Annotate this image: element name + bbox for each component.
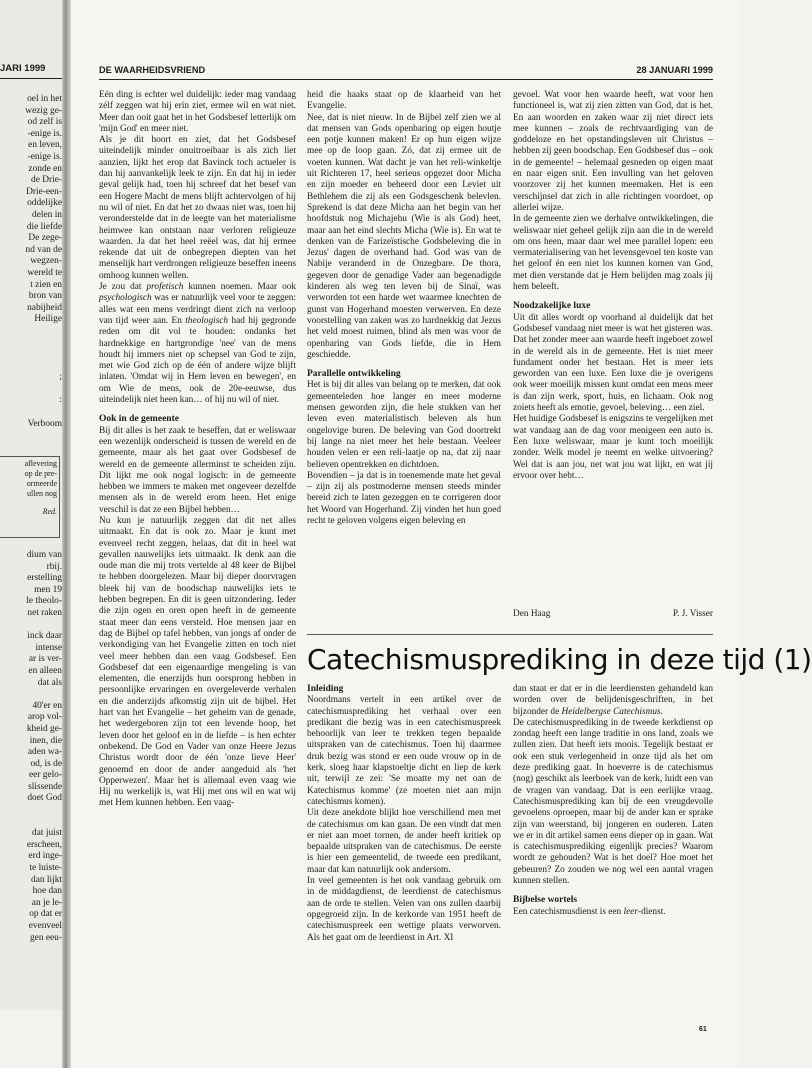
column-1 xyxy=(99,90,296,810)
prev-page-line: oddelijke xyxy=(27,198,62,209)
article2-column-1 xyxy=(307,684,501,944)
prev-page-line xyxy=(0,817,62,829)
prev-page-line: en leven, xyxy=(28,140,62,151)
prev-page-line: aflevering xyxy=(24,459,57,468)
article2-column-2 xyxy=(513,684,713,918)
prev-page-line: Drie-een- xyxy=(26,186,62,197)
prev-page-line: op dat er xyxy=(29,909,62,920)
paragraph: In de gemeente zien we derhalve ontwikkelingen, die weliswaar niet geheel gelijk zijn aan die in de wereld om ons heen, maar daar wel mee parallel lopen: een vermaterialisering van het levensgevoel ten koste van het geloof én een niet los kunnen komen van God, met dien verstande dat je Hem belijden mag zoals jij hem beleeft. xyxy=(513,214,713,293)
prev-page-line: en alleen xyxy=(28,665,62,676)
paragraph: Een catechismusdienst is een leer-dienst. xyxy=(513,906,666,917)
place-signature: Den Haag xyxy=(513,609,551,619)
prev-page-line: zonde en xyxy=(28,163,62,174)
previous-page xyxy=(0,0,64,1010)
paragraph: Als je dit hoort en ziet, dat het Godsbesef uiteindelijk minder onuitroeibaar is als zich liet aanzien, lijkt het erop dat Bavinck toch actueler is dan hij aanvankelijk leek te zijn. En dat hij in ieder geval gelijk had, toen hij schreef dat het besef van een Hogere Macht de mens blijft achtervolgen of hij nu wil of niet. En dat het zo dwaas niet was, toen hij veronderstelde dat in de leegte van het materialisme heimwee kan ontstaan naar verloren religieuze waarden. Ja dat het heel reëel was, dat hij ermee rekende dat uit de onbegrepen diepten van het menselijk hart verdrongen religieuze beseffen ineens omhoog kunnen wellen. xyxy=(99,135,296,281)
prev-page-line: ; xyxy=(59,372,62,383)
prev-page-line: dat juist xyxy=(32,828,62,839)
subheading: Parallelle ontwikkeling xyxy=(307,369,401,380)
paragraph: Eén ding is echter wel duidelijk: ieder mag vandaag zélf zeggen wat hij erin ziet, ermee wil en wat niet. Meer dan ooit gaat het in het Godsbesef letterlijk om 'mijn God' en meer niet. xyxy=(99,90,296,134)
prev-page-line: aden wa- xyxy=(27,747,62,758)
paragraph: heid die haaks staat op de klaarheid van het Evangelie. xyxy=(307,90,501,112)
paragraph: Bij dit alles is het zaak te beseffen, dat er weliswaar een wezenlijk onderscheid is tussen de wereld en de gemeente, maar als het gaat over Godsbesef de wereld en de gemeente allerminst te scheiden zijn. Dit lijkt me ook nogal logisch: in de gemeente hebben we immers te maken met ongeveer dezelfde mensen als in de wereld erom heen. Het enige verschil is dat ze een Bijbel hebben… xyxy=(99,425,296,515)
prev-page-line: bron van xyxy=(28,291,62,302)
prev-page-editor-box xyxy=(0,456,60,538)
paragraph: Uit deze anekdote blijkt hoe verschillend men met de catechismus om kan gaan. De een vindt dat men er niet aan moet tornen, de ander heeft kritiek op bepaalde uitspraken van de catechismus. De eerste is hier een gemeentelid, de tweede een predikant, maar dat kan natuurlijk ook andersom. xyxy=(307,808,501,875)
prev-page-text-bottom xyxy=(0,550,62,944)
paragraph: Uit dit alles wordt op voorhand al duidelijk dat het Godsbesef vandaag niet meer is wat het gisteren was. Dat het zonder meer aan waarde heeft ingeboet zowel in de wereld als in de gemeente. Het is niet meer fundament onder het bestaan. Het is meer iets geworden van een luxe. Een luxe die je overigens ook weer moeilijk missen kunt omdat een mens meer is dan zijn werk, sport, huis, en lichaam. Ook nog zoiets heeft als emotie, gevoel, beleving… een ziel. xyxy=(513,312,713,414)
editor-credit: Red. xyxy=(42,507,57,516)
article-title: Catechismusprediking in deze tijd (1) xyxy=(307,643,812,676)
prev-page-line: dat als xyxy=(37,677,62,688)
prev-page-line: od zelf is xyxy=(27,117,62,128)
prev-page-line: 40'er en xyxy=(32,700,62,711)
prev-page-line: -enige is. xyxy=(27,128,62,139)
prev-page-line xyxy=(0,349,62,361)
page-number: 61 xyxy=(699,1026,707,1033)
column-2 xyxy=(307,90,501,527)
author-signature: P. J. Visser xyxy=(672,609,713,619)
column-3 xyxy=(513,90,713,482)
prev-page-line: doet God xyxy=(27,793,62,804)
page-gutter xyxy=(62,0,71,1068)
prev-page-line: erd inge- xyxy=(28,851,62,862)
header-rule xyxy=(99,79,713,80)
prev-page-line: intense xyxy=(35,642,62,653)
prev-page-line: De zege- xyxy=(28,233,62,244)
issue-date: 28 JANUARI 1999 xyxy=(636,65,713,75)
prev-page-line: od, is de xyxy=(30,758,62,769)
paragraph: gevoel. Wat voor hen waarde heeft, wat voor hen functioneel is, wat zij zien zitten van God, dat is het. En aan woorden en zaken waar zij niet direct iets mee kunnen – zoals de rechtvaardiging van de goddeloze en het opstandingsleven uit Christus – hebben zij geen boodschap. Een Godsbesef dus – ook in de gemeente! – helemaal gesneden op eigen maat en naar eigen snit. Een invulling van het geloven voorzover zij het kunnen meemaken. Het is een verschijnsel dat zich in alle richtingen voordoet, op allerlei wijze. xyxy=(513,90,713,213)
prev-page-line xyxy=(0,337,62,349)
prev-page-line: eer gelo- xyxy=(28,770,62,781)
running-header xyxy=(99,65,713,75)
paragraph: dan staat er dat er in die leerdiensten gehandeld kan worden over de belijdenisgeschriften, in het bijzonder de Heidelbergse Catechismus. xyxy=(513,684,713,717)
prev-page-line: ullen nog xyxy=(27,489,57,498)
prev-page-line: wezig ge- xyxy=(25,105,62,116)
paragraph: Je zou dat profetisch kunnen noemen. Maar ook psychologisch was er natuurlijk veel voor te zeggen: alles wat een mens verdringt dient zich na verloop van tijd weer aan. En theologisch had hij gegronde reden om dit vol te houden: ondanks het hardnekkige en hartgrondige 'nee' van de mens houdt hij immers niet op schepsel van God te zijn, met wie God zich op de één of andere wijze blijft inlaten. 'Omdat wij in Hem leven en bewegen', en om Wie de mens, ook de 20e-eeuwse, dus uiteindelijk niet heen kan… of hij nu wil of niet. xyxy=(99,282,297,406)
prev-page-line: net raken xyxy=(27,607,62,618)
prev-page-line: rbij. xyxy=(46,561,62,572)
prev-page-line: nd van de xyxy=(25,244,62,255)
paragraph: Bovendien – ja dat is in toenemende mate het geval – zijn zij als postmoderne mensen steeds minder bereid zich te laten gezeggen en te corrigeren door het Woord van Hogerhand. Zij vinden het hun goed recht te geloven volgens eigen beleving en xyxy=(307,470,501,526)
prev-page-line xyxy=(0,689,62,701)
prev-page-line: dium van xyxy=(26,550,62,560)
prev-page-line xyxy=(0,326,62,338)
prev-page-line xyxy=(0,620,62,632)
prev-page-line: inen, die xyxy=(29,735,62,746)
prev-page-line: nabijheid xyxy=(27,302,62,313)
prev-page-line: dan lijkt xyxy=(31,874,62,885)
prev-page-line: -enige is. xyxy=(27,151,62,162)
prev-page-line: an je le- xyxy=(31,897,62,908)
prev-page-line: te luiste- xyxy=(29,863,62,874)
prev-page-line: wereld te xyxy=(27,267,62,278)
prev-page-line: Heilige xyxy=(34,314,62,325)
prev-page-text-top xyxy=(0,94,62,430)
prev-page-line: Verboom xyxy=(27,418,62,429)
prev-page-header: JARI 1999 xyxy=(0,63,46,74)
prev-page-line xyxy=(0,384,62,396)
paragraph: Het huidige Godsbesef is enigszins te vergelijken met wat vandaag aan de dag voor menigeen een auto is. Een luxe weliswaar, maar je kunt toch moeilijk zonder. Welk model je neemt en welke uitvoering? Wel dat is aan jou, net wat jou wat lijkt, en wat jij ervoor over hebt… xyxy=(513,414,713,481)
paragraph: De catechismusprediking in de tweede kerkdienst op zondag heeft een lange traditie in ons land, zoals we zullen zien. Dat heeft iets moois. Tegelijk bestaat er ook een stuk verlegenheid in onze tijd als het om deze prediking gaat. In hoeverre is de catechismus (nog) geschikt als leerboek van de kerk, luidt een van de vragen van vandaag. Dat is een eerlijke vraag. Catechismusprediking kan bij de een vreugdevolle gevoelens oproepen, maar bij de ander kan er sprake zijn van weerstand, bij jongeren en ouderen. Laten we er in dit artikel samen eens dieper op in gaan. Wat is catechismusprediking eigenlijk precies? Waarom wordt ze gehouden? Wat is het doel? Hoe moet het gebeuren? Zo zouden we nog wel een aantal vragen kunnen stellen. xyxy=(513,717,713,887)
subheading: Ook in de gemeente xyxy=(99,414,179,425)
paragraph: In veel gemeenten is het ook vandaag gebruik om in de middagdienst, de leerdienst de catechismus aan de orde te stellen. Velen van ons zullen daarbij opgegroeid zijn. In de kerkorde van 1951 heeft de catechismuspreek een wettige plaats verworven. Als het gaat om de leerdienst in Art. XI xyxy=(307,876,501,943)
prev-page-line: : xyxy=(59,395,62,406)
paragraph: Nu kun je natuurlijk zeggen dat dit net alles uitmaakt. En dat is ook zo. Maar je kunt met evenveel recht zeggen, helaas, dat dit in heel wat gevallen nauwelijks iets uitmaakt. Ik denk aan die oude man die mij trots vertelde al 48 keer de Bijbel te hebben doorgelezen. Maar bij dieper doorvragen bleek hij van de boodschap nauwelijks iets te hebben begrepen. En dit is geen uitzondering. Ieder die zijn ogen en oren open heeft in de gemeente staat meer dan eens versteld. Hoe mensen jaar en dag de Bijbel op tafel hebben, van jongs af onder de verkondiging van het Evangelie zitten en toch niet veel meer hebben dan een vaag Godsbesef. Een Godsbesef dat een eigenaardige mengeling is van elementen, die enerzijds hun oorsprong hebben in persoonlijke ervaringen en overgeleverde verhalen en die anderzijds afkomstig zijn uit de bijbel. Het hart van het Evangelie – het geheim van de genade, het wedergeboren zijn tot een levende hoop, het leven door het geloof en in de liefde – is hen echter onbekend. De God en Vader van onze Heere Jezus Christus wordt door de één 'onze lieve Heer' genoemd en door de ander aangeduid als 'het Opperwezen'. Maar het is allemaal even vaag wie Hij nu werkelijk is, wat Hij met ons wil en wat wij met Hem kunnen hebben. Een vaag- xyxy=(99,515,296,809)
prev-page-line xyxy=(0,407,62,419)
prev-page-line: erstelling xyxy=(27,573,62,584)
prev-page-line: le theolo- xyxy=(26,596,62,607)
magazine-page xyxy=(71,0,812,1068)
paragraph: Nee, dat is niet nieuw. In de Bijbel zelf zien we al dat mensen van Gods openbaring op eigen houtje een potje kunnen maken! Er op hun eigen wijze mee op de loop gaan. Zó, dat zij ermee uit de voeten kunnen. Wat dacht je van het reli-winkeltje uit Richteren 17, heel serieus opgezet door Micha en zijn moeder en beheerd door een Leviet uit Bethlehem die zij als een Godsgeschenk belevlen. Sprekend is dat deze Micha aan het begin van het hoofdstuk nog Michajehu (Wie is als God) heet, maar aan het eind slechts Micha (Wie is). En wat te denken van de Farizeïstische Godsbeleving die in Jezus' dagen de overhand had. God was van de Nabije veranderd in de Onzegbare. De thora, gegeven door de genadige Vader aan begenadigde kinderen als weg ten leven bij de Sinaï, was verworden tot een harde wet waarmee knechten de gunst van Hogerhand moesten verwerven. En deze voorstelling van zaken was zo hardnekkig dat Jezus het veld moest ruimen, blind als men was voor de openbaring van Gods liefde, die in Hem geschiedde. xyxy=(307,112,501,360)
prev-page-line xyxy=(0,805,62,817)
prev-page-line: delen in xyxy=(32,209,62,220)
prev-page-line: ormeerde xyxy=(26,479,57,488)
article-divider xyxy=(307,634,713,635)
prev-page-line: die liefde xyxy=(26,221,62,232)
prev-page-line: gen eeu- xyxy=(29,932,62,943)
subheading: Inleiding xyxy=(307,684,344,694)
subheading: Noodzakelijke luxe xyxy=(513,301,591,312)
prev-page-line xyxy=(0,361,62,373)
prev-page-line: wegzen- xyxy=(30,256,62,267)
prev-page-line: evenveel xyxy=(28,921,62,931)
prev-page-line: de Drie- xyxy=(31,175,62,186)
paragraph: Het is bij dit alles van belang op te merken, dat ook gemeenteleden hoe langer en meer moderne mensen geworden zijn, die hele stukken van het leven even materialistisch beleven als hun ongelovige buren. De beleving van God doortrekt bij lange na niet meer het hele bestaan. Veeleer houden velen er een reli-laatje op na, dat zij naar believen opentrekken en dichtdoen. xyxy=(307,380,501,470)
prev-page-line: arop vol- xyxy=(27,712,62,723)
prev-page-line: hoe dan xyxy=(32,886,62,897)
prev-page-line: kheid ge- xyxy=(26,723,62,734)
prev-page-rule xyxy=(0,78,64,79)
prev-page-line: inck daar xyxy=(27,631,62,642)
paragraph: Noordmans vertelt in een artikel over de catechismusprediking het verhaal over een predikant die bezig was in een catechismuspreek behoorlijk van leer te trekken tegen bepaalde uitspraken van de catechismus. Toen hij daarmee druk bezig was stond er een oude vrouw op in de kerk, sloeg haar klapstoeltje dicht en liep de kerk uit, terwijl ze zei: 'Se moatte my net oan de Katechismus komme' (ze moeten niet aan mijn catechismus komen). xyxy=(307,695,501,807)
prev-page-line: men 19 xyxy=(34,584,62,595)
magazine-name: DE WAARHEIDSVRIEND xyxy=(99,65,206,75)
prev-page-line: oel in het xyxy=(27,94,62,104)
prev-page-line: ar is ver- xyxy=(28,654,62,665)
prev-page-line: erscheen, xyxy=(26,839,62,850)
subheading: Bijbelse wortels xyxy=(513,895,578,906)
prev-page-line: t zien en xyxy=(30,279,62,290)
prev-page-line: op de pre- xyxy=(24,469,57,478)
prev-page-line: slissende xyxy=(28,781,62,792)
